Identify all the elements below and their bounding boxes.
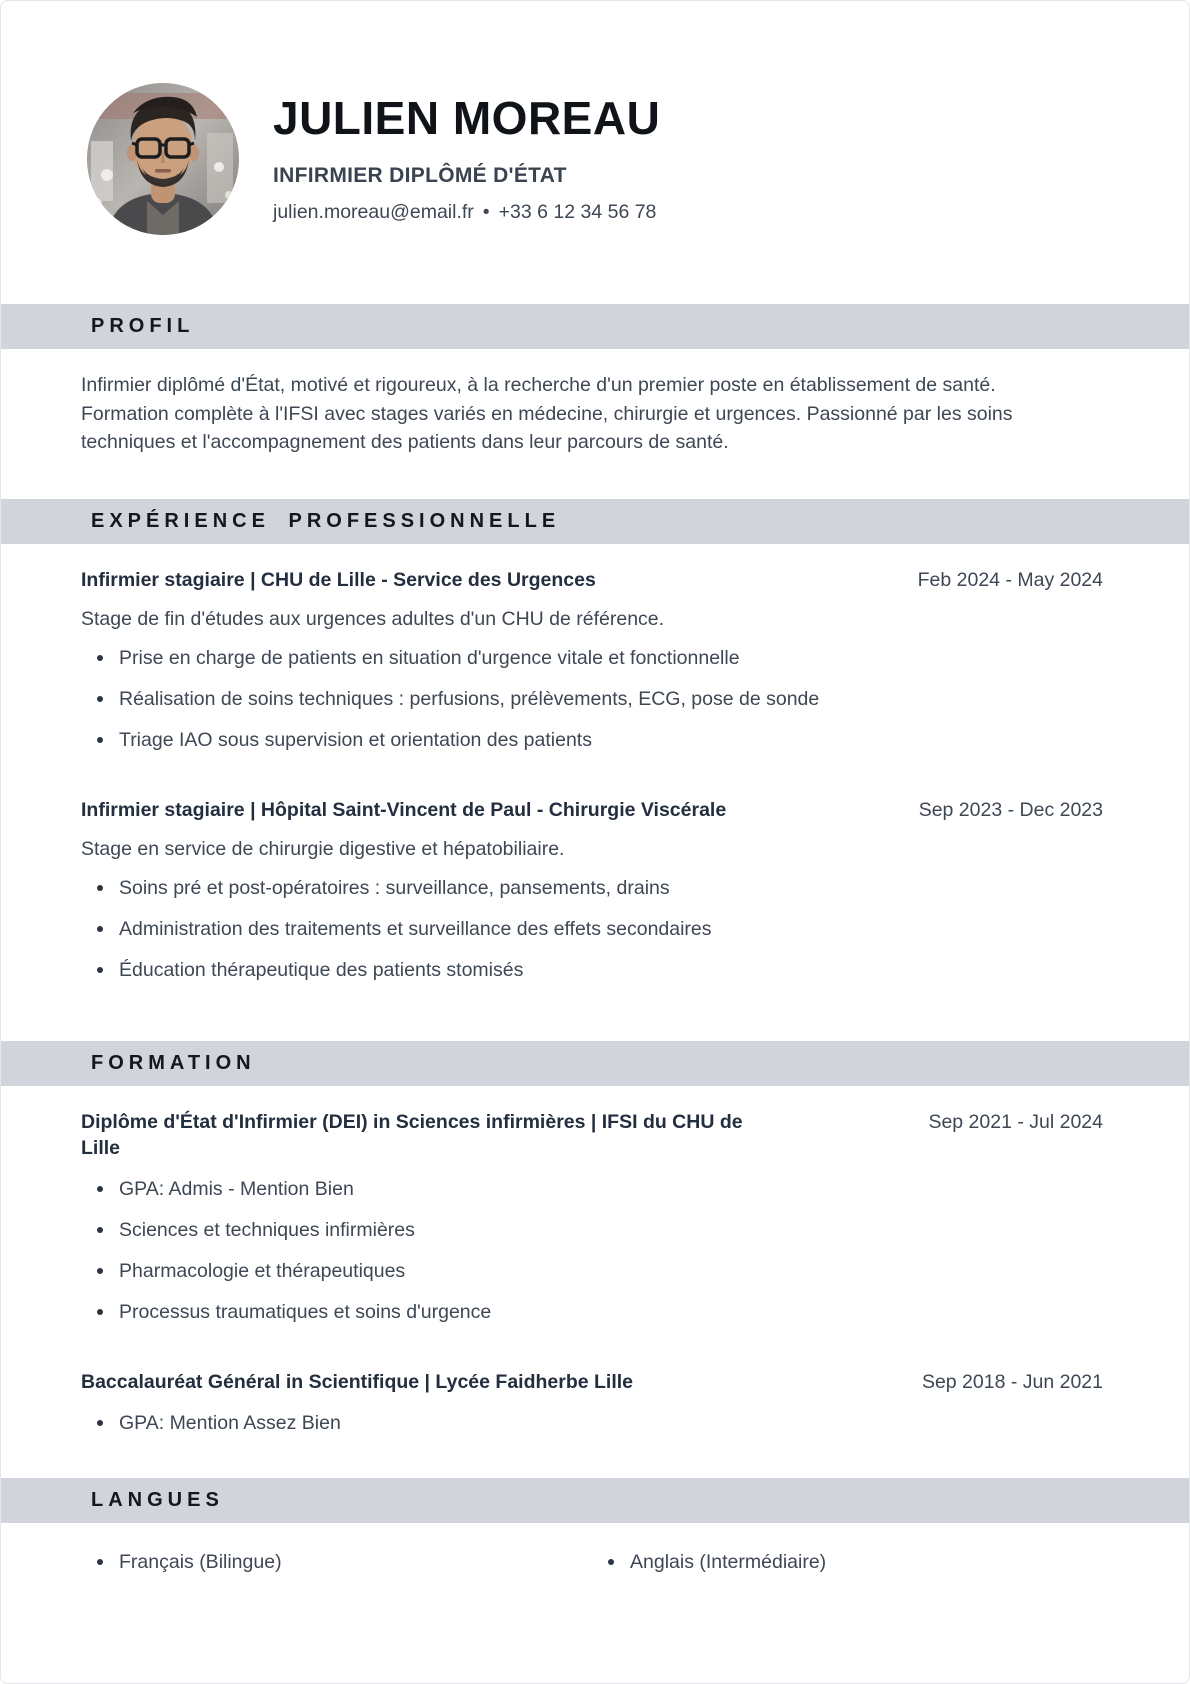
resume-header [1,1,1189,235]
profile-photo-image [87,83,239,235]
experience-bullet: Triage IAO sous supervision et orientation des patients [81,727,1103,753]
experience-title: Infirmier stagiaire | Hôpital Saint-Vincent de Paul - Chirurgie Viscérale [81,798,727,821]
education-bullet: GPA: Admis - Mention Bien [81,1176,1103,1202]
education-entry-header [81,1109,1103,1161]
contact-phone: +33 6 12 34 56 78 [498,201,657,224]
education-bullet-list [81,1176,1103,1325]
education-bullet: Pharmacologie et thérapeutiques [81,1258,1103,1284]
education-bullet: Sciences et techniques infirmières [81,1217,1103,1243]
experience-bullet: Prise en charge de patients en situation d'urgence vitale et fonctionnelle [81,645,1103,671]
header-text-block [273,91,661,224]
experience-date: Feb 2024 - May 2024 [917,568,1103,591]
profil-section-body [1,371,1189,457]
experience-section-body [1,567,1189,983]
profile-summary-text: Infirmier diplômé d'État, motivé et rigoureux, à la recherche d'un premier poste en établissement de santé. Formation complète à l'IFSI avec stages variés en médecine, chirurgie et urgences. Passionné par les soins techniques et l'accompagnement des patients dans leur parcours de santé. [81,374,1013,453]
education-entry [81,1369,1103,1436]
education-title: Diplôme d'État d'Infirmier (DEI) in Sciences infirmières | IFSI du CHU de Lille [81,1110,743,1159]
experience-description: Stage en service de chirurgie digestive et hépatobiliaire. [81,837,565,860]
education-date: Sep 2018 - Jun 2021 [921,1370,1103,1393]
education-title: Baccalauréat Général in Scientifique | Lycée Faidherbe Lille [81,1370,634,1393]
formation-section-body [1,1109,1189,1436]
experience-title: Infirmier stagiaire | CHU de Lille - Service des Urgences [81,568,596,591]
education-date: Sep 2021 - Jul 2024 [928,1110,1103,1133]
language-item: Anglais (Intermédiaire) [592,1549,1103,1575]
experience-description: Stage de fin d'études aux urgences adultes d'un CHU de référence. [81,607,665,630]
experience-date: Sep 2023 - Dec 2023 [918,798,1103,821]
section-header-formation [1,1041,1189,1086]
candidate-job-title: INFIRMIER DIPLÔMÉ D'ÉTAT [273,164,567,188]
experience-entry-header [81,567,1103,593]
education-bullet: GPA: Mention Assez Bien [81,1410,1103,1436]
languages-list [1,1549,1189,1575]
experience-bullet-list [81,645,1103,753]
section-header-experience [1,499,1189,544]
experience-entry [81,567,1103,753]
experience-entry-header [81,797,1103,823]
section-header-profil [1,304,1189,349]
education-entry [81,1109,1103,1325]
contact-email: julien.moreau@email.fr [273,201,474,224]
experience-bullet-list [81,875,1103,983]
education-bullet: Processus traumatiques et soins d'urgence [81,1299,1103,1325]
experience-bullet: Administration des traitements et surveillance des effets secondaires [81,916,1103,942]
section-title-formation: FORMATION [91,1051,256,1074]
education-bullet-list [81,1410,1103,1436]
profile-photo [87,83,239,235]
language-item: Français (Bilingue) [81,1549,592,1575]
section-title-profil: PROFIL [91,315,195,337]
experience-entry [81,797,1103,983]
contact-separator-dot: • [482,201,490,224]
contact-line [273,201,660,224]
experience-bullet: Réalisation de soins techniques : perfusions, prélèvements, ECG, pose de sonde [81,686,1103,712]
section-title-experience: EXPÉRIENCE PROFESSIONNELLE [91,509,561,532]
experience-bullet: Soins pré et post-opératoires : surveillance, pansements, drains [81,875,1103,901]
candidate-name: JULIEN MOREAU [273,91,661,144]
section-header-langues [1,1478,1189,1523]
section-title-langues: LANGUES [91,1488,224,1511]
education-entry-header [81,1369,1103,1395]
experience-bullet: Éducation thérapeutique des patients stomisés [81,957,1103,983]
